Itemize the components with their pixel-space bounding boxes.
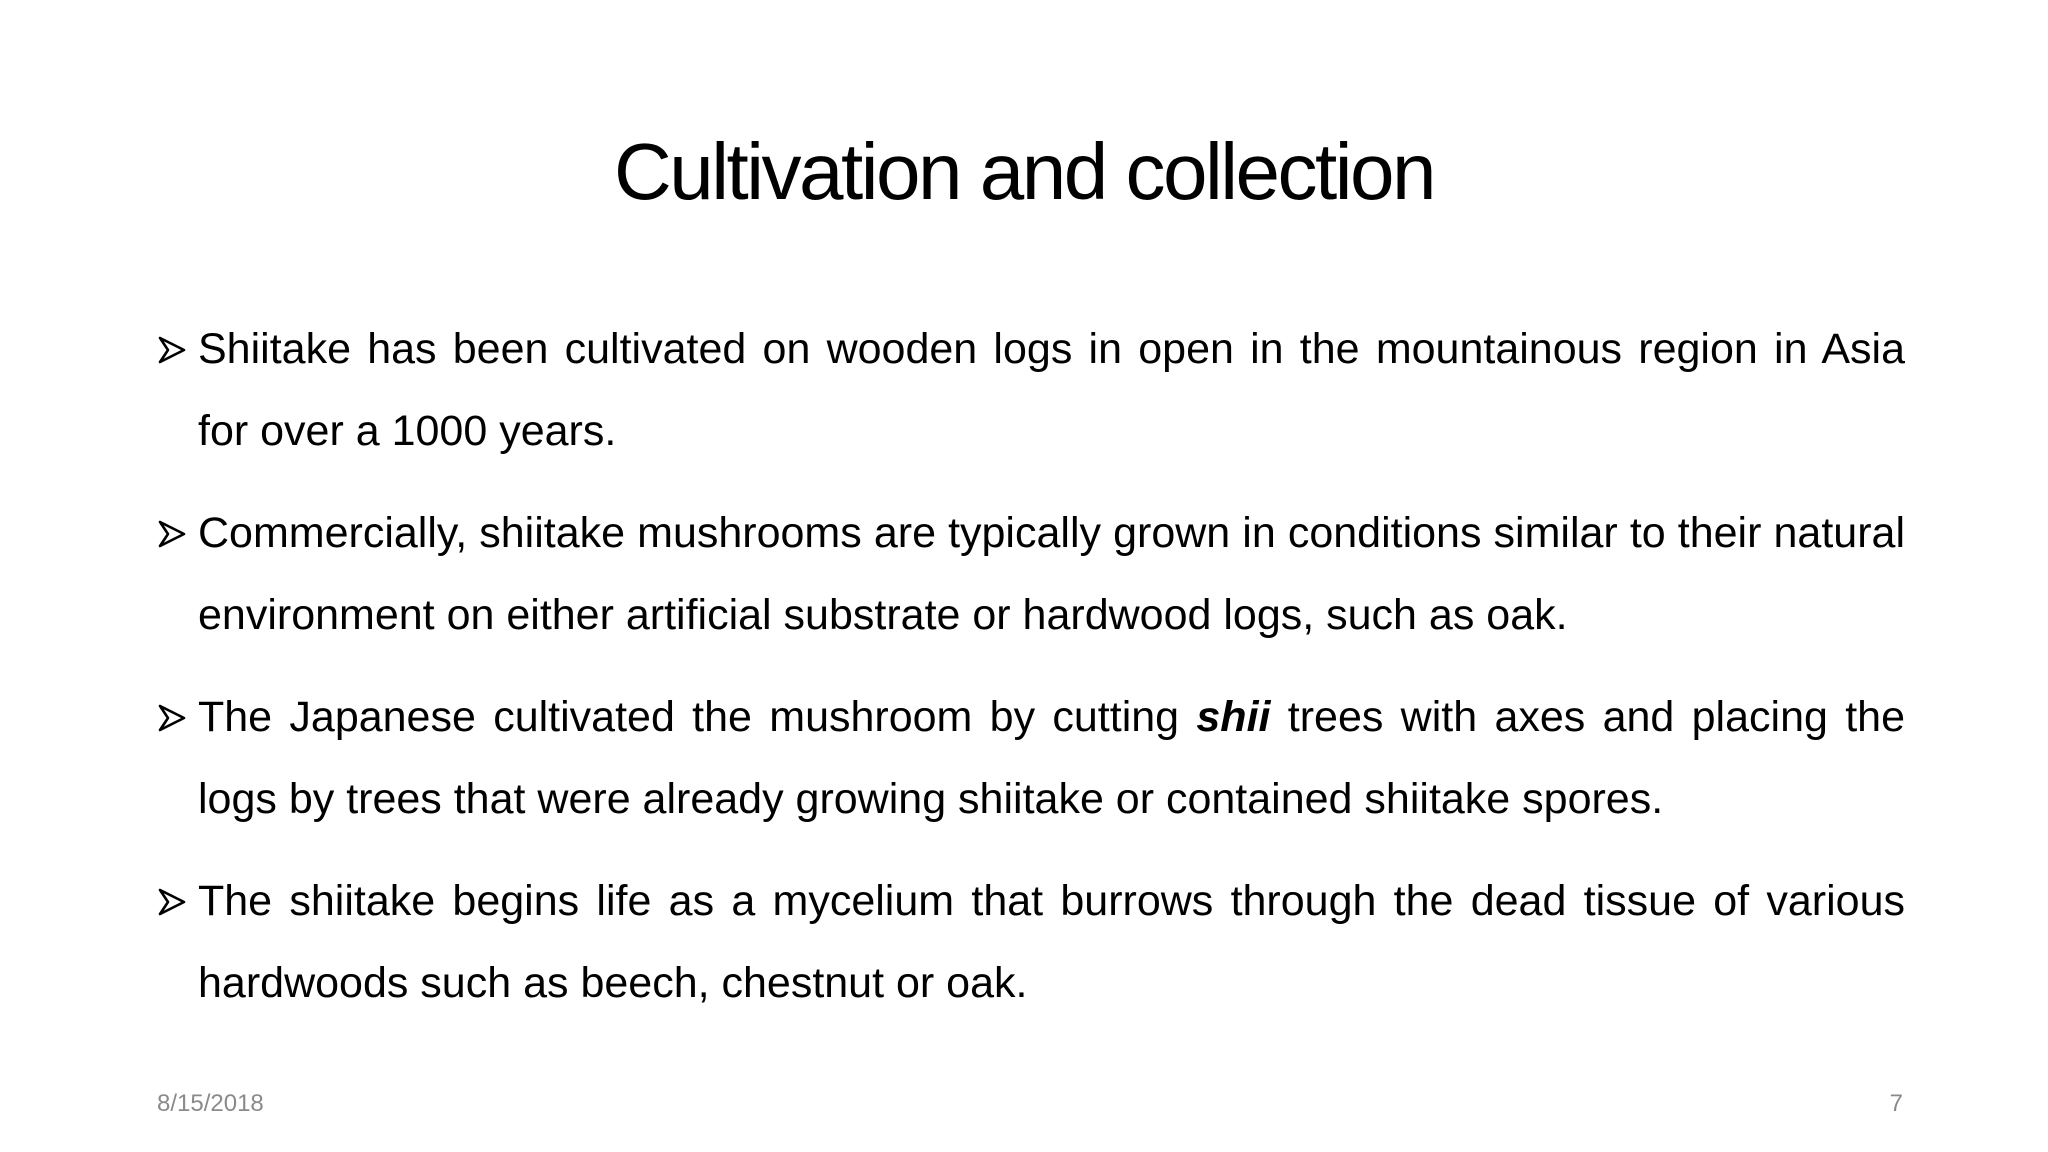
bullet-list	[155, 308, 1905, 1044]
arrowhead-bullet-icon	[155, 860, 191, 942]
arrowhead-bullet-icon	[155, 308, 191, 390]
bullet-item	[155, 308, 1905, 472]
bullet-text: Commercially, shiitake mushrooms are typically grown in conditions similar to their natural environment on either artificial substrate or hardwood logs, such as oak.	[198, 509, 1905, 639]
bullet-emphasis: shii	[1196, 693, 1271, 741]
arrowhead-bullet-icon	[155, 492, 191, 574]
bullet-text-before: The Japanese cultivated the mushroom by cutting	[198, 693, 1197, 741]
bullet-text: The shiitake begins life as a mycelium that burrows through the dead tissue of various hardwoods such as beech, chestnut or oak.	[198, 877, 1905, 1007]
footer-date: 8/15/2018	[157, 1090, 264, 1117]
bullet-item	[155, 492, 1905, 656]
page-number: 7	[1889, 1090, 1903, 1117]
slide-title: Cultivation and collection	[614, 127, 1434, 216]
bullet-item	[155, 676, 1905, 840]
bullet-text: Shiitake has been cultivated on wooden logs in open in the mountainous region in Asia for over a 1000 years.	[198, 325, 1905, 455]
arrowhead-bullet-icon	[155, 676, 191, 758]
bullet-text-after: trees with axes and placing the logs by trees that were already growing shiitake or contained shiitake spores.	[198, 693, 1905, 823]
bullet-item	[155, 860, 1905, 1024]
